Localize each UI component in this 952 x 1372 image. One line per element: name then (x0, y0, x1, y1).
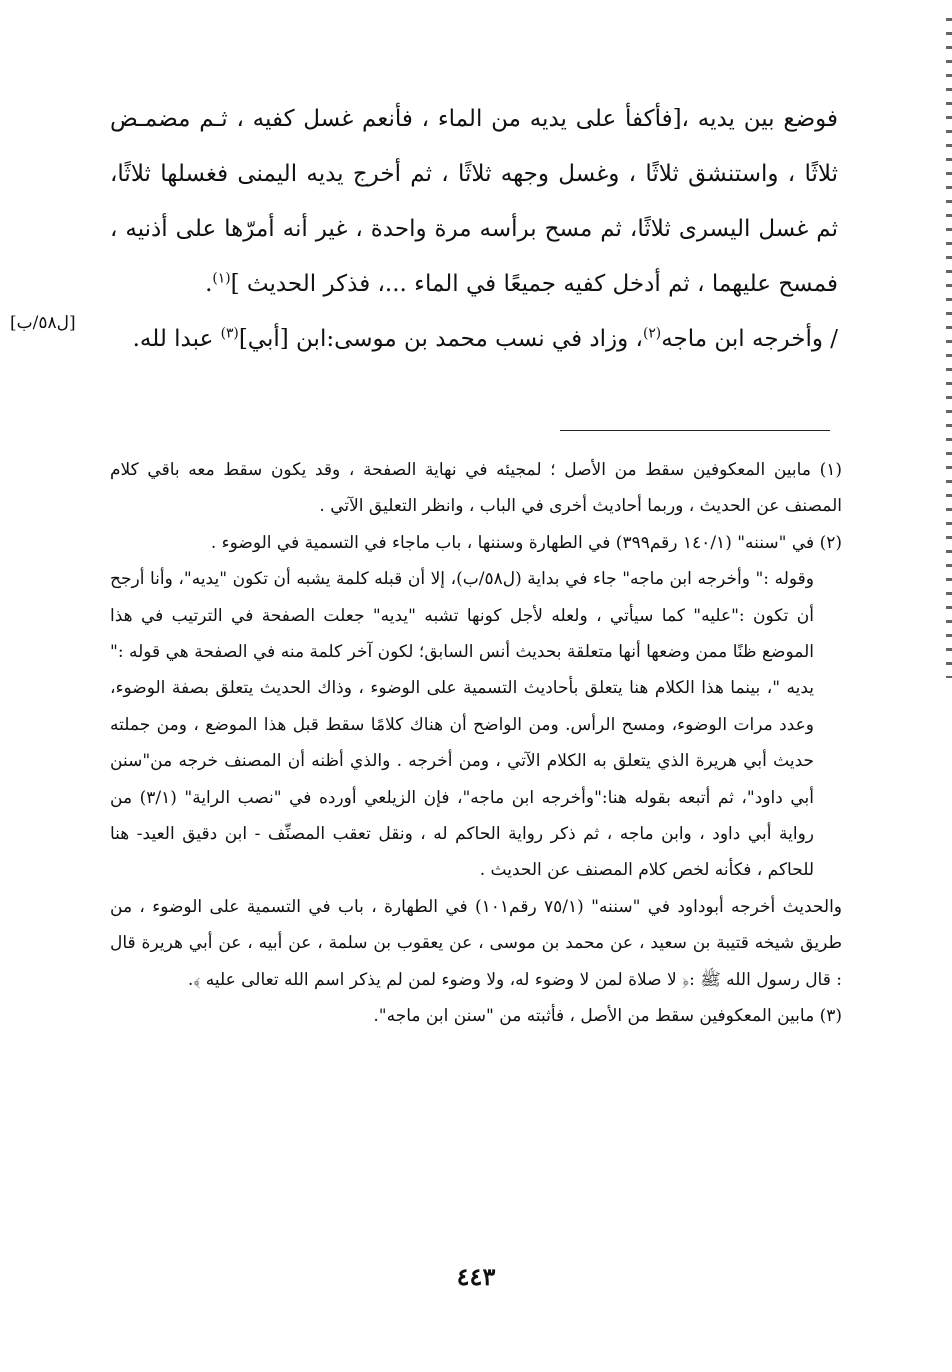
main-paragraph-2-text-c: عبدا لله. (132, 326, 221, 352)
footnote-ref-1[interactable]: (١) (212, 270, 231, 287)
page-number: ٤٤٣ (456, 1262, 496, 1291)
main-paragraph-2 (110, 312, 838, 367)
footnote-3: (٣) مابين المعكوفين سقط من الأصل ، فأثبته من "سنن ابن ماجه". (373, 1006, 842, 1027)
main-paragraph-2-text-a: / وأخرجه ابن ماجه (661, 326, 838, 352)
main-paragraph-1 (110, 92, 838, 312)
main-paragraph-1-text: فوضع بين يديه ،[فأكفأ على يديه من الماء ، فأنعم غسل كفيه ، ثـم مضمـض ثلاثًا ، واستنشق ثلاثًا ، وغسل وجهه ثلاثًا ، ثم أخرج يديه اليمنى فغسلها ثلاثًا، ثم غسل اليسرى ثلاثًا، ثم مسح برأسه مرة واحدة ، غير أنه أمرّها على أذنيه ، فمسح عليهما ، ثم أدخل كفيه جميعًا في الماء ...، فذكر الحديث ] (110, 106, 838, 297)
footnotes (110, 452, 842, 1035)
footnote-2-extra: والحديث أخرجه أبوداود في "سننه" (٧٥/١ رقم١٠١) في الطهارة ، باب في التسمية على الوضوء ، من طريق شيخه قتيبة بن سعيد ، عن محمد بن موسى ، عن يعقوب بن سلمة ، عن أبيه ، عن أبي هريرة قال : قال رسول الله ﷺ :﴿ لا صلاة لمن لا وضوء له، ولا وضوء لمن لم يذكر اسم الله تعالى عليه ﴾. (110, 896, 843, 990)
scan-edge-marks (946, 18, 952, 678)
manuscript-folio-note: [ل٥٨/ب] (10, 313, 76, 333)
footnote-ref-3[interactable]: (٣) (220, 325, 239, 342)
footnote-ref-2[interactable]: (٢) (642, 325, 662, 342)
footnote-separator (560, 430, 830, 431)
main-paragraph-1-end: . (205, 271, 213, 297)
main-text (110, 92, 838, 367)
footnote-2-head: (٢) في "سننه" (١٤٠/١ رقم٣٩٩) في الطهارة وسننها ، باب ماجاء في التسمية في الوضوء . (210, 532, 842, 553)
footnote-2-body: وقوله :" وأخرجه ابن ماجه" جاء في بداية (ل٥٨/ب)، إلا أن قبله كلمة يشبه أن تكون "يديه"، وأنا أرجح أن تكون :"عليه" كما سيأتي ، ولعله لأجل كونها تشبه "يديه" جعلت الصفحة في الترتيب في هذا الموضع ظنًا ممن وضعها أنها متعلقة بحديث أنس السابق؛ لكون آخر كلمة منه في الصفحة هي قوله :" يديه "، بينما هذا الكلام هنا يتعلق بأحاديث التسمية على الوضوء ، وذاك الحديث يتعلق بصفة الوضوء، وعدد مرات الوضوء، ومسح الرأس. ومن الواضح أن هناك كلامًا سقط قبل هذا الموضع ، ومن جملته حديث أبي هريرة الذي يتعلق به الكلام الآتي ، ومن أخرجه . والذي أظنه أن المصنف خرجه من"سنن أبي داود"، ثم أتبعه بقوله هنا:"وأخرجه ابن ماجه"، فإن الزيلعي أورده في "نصب الراية" (٣/١) من رواية أبي داود ، وابن ماجه ، ثم ذكر رواية الحاكم له ، ونقل تعقب المصنِّف - ابن دقيق العيد- هنا للحاكم ، فكأنه لخص كلام المصنف عن الحديث . (110, 569, 815, 881)
main-paragraph-2-text-b: ، وزاد في نسب محمد بن موسى:ابن [أبي] (238, 326, 643, 352)
footnote-1: (١) مابين المعكوفين سقط من الأصل ؛ لمجيئه في نهاية الصفحة ، وقد يكون سقط معه باقي كلام المصنف عن الحديث ، وربما أحاديث أخرى في الباب ، وانظر التعليق الآتي . (110, 460, 842, 517)
